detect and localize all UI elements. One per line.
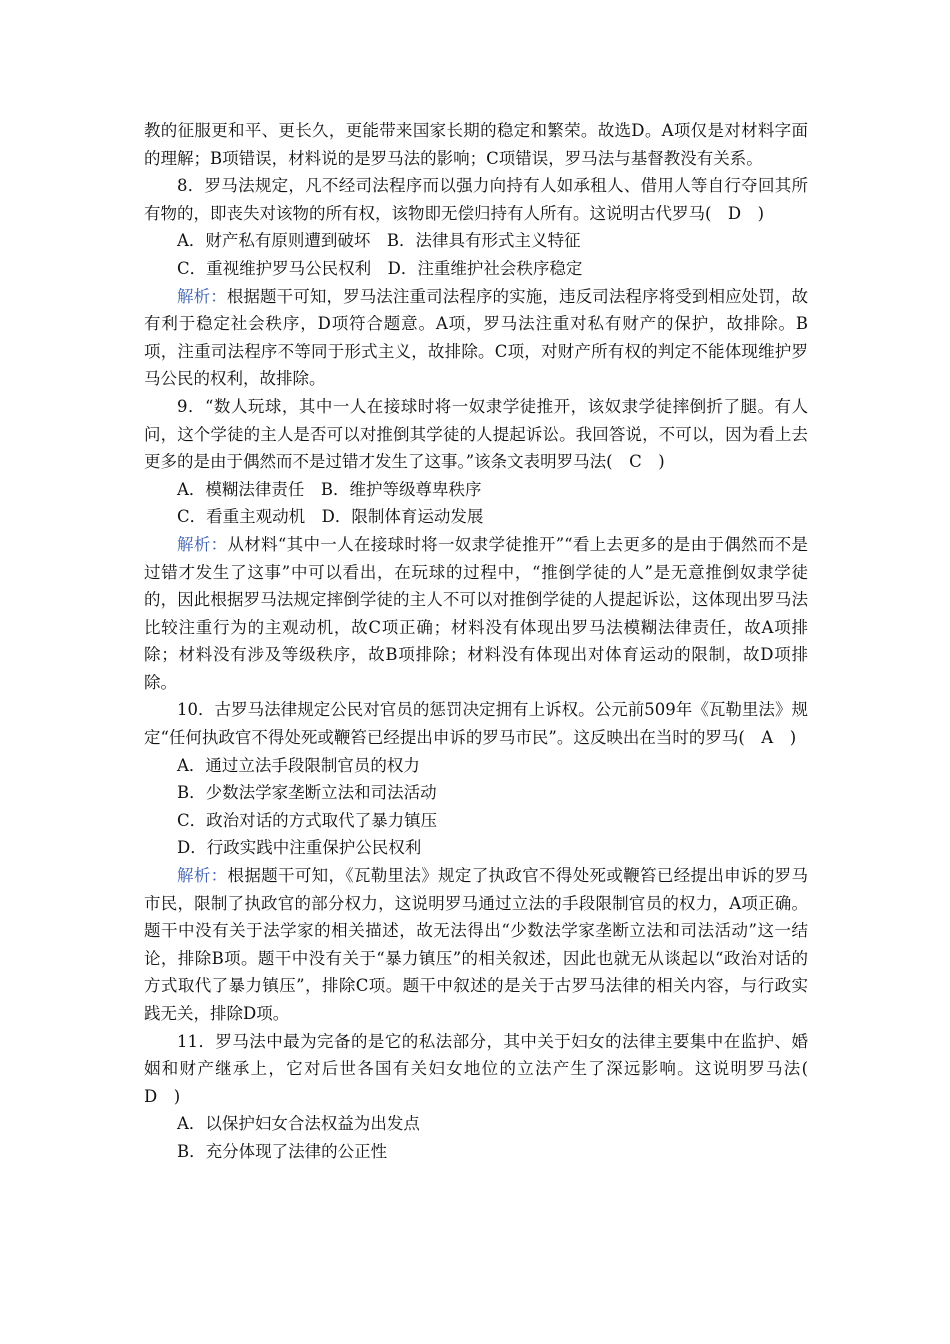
question-8-options-ab: A．财产私有原则遭到破坏 B．法律具有形式主义特征 <box>177 231 581 251</box>
explanation-label: 解析： <box>177 534 228 554</box>
question-10-option-d: D．行政实践中注重保护公民权利 <box>177 838 422 858</box>
question-11-option-b: B．充分体现了法律的公正性 <box>177 1141 388 1161</box>
question-10-option-b: B．少数法学家垄断立法和司法活动 <box>177 783 437 803</box>
question-10-option-a: A．通过立法手段限制官员的权力 <box>177 755 420 775</box>
question-9: 9．“数人玩球，其中一人在接球时将一奴隶学徒推开，该奴隶学徒摔倒折了腿。有人问，这个学徒的主人是否可以对推倒其学徒的人提起诉讼。我回答说，不可以，因为看上去更多的是由于偶然而不是过错才发生了这事。”该条文表明罗马法( C ) <box>144 396 808 472</box>
question-11-option-a: A．以保护妇女合法权益为出发点 <box>177 1114 420 1134</box>
explanation-label: 解析： <box>177 286 227 306</box>
explanation-label: 解析： <box>177 866 228 886</box>
question-9-options-ab: A．模糊法律责任 B．维护等级尊卑秩序 <box>177 479 482 499</box>
explanation-text: 从材料“其中一人在接球时将一奴隶学徒推开”“看上去更多的是由于偶然而不是过错才发生了这事”中可以看出，在玩球的过程中，“推倒学徒的人”是无意推倒奴隶学徒的，因此根据罗马法规定摔倒学徒的主人不可以对推倒学徒的人提起诉讼，这体现出罗马法比较注重行为的主观动机，故C项正确；材料没有体现出罗马法模糊法律责任，故A项排除；材料没有涉及等级秩序，故B项排除；材料没有体现出对体育运动的限制，故D项排除。 <box>144 534 808 692</box>
question-9-explanation <box>144 531 808 697</box>
question-11: 11．罗马法中最为完备的是它的私法部分，其中关于妇女的法律主要集中在监护、婚姻和财产继承上，它对后世各国有关妇女地位的立法产生了深远影响。这说明罗马法( D ) <box>144 1031 825 1106</box>
document-content <box>144 117 825 1166</box>
question-9-options-cd: C．看重主观动机 D．限制体育运动发展 <box>177 507 484 527</box>
question-10-option-c: C．政治对话的方式取代了暴力镇压 <box>177 810 438 830</box>
question-10: 10．古罗马法律规定公民对官员的惩罚决定拥有上诉权。公元前509年《瓦勒里法》规定“任何执政官不得处死或鞭笞已经提出申诉的罗马市民”。这反映出在当时的罗马( A ) <box>144 700 808 748</box>
question-10-explanation <box>144 862 808 1028</box>
question-8-options-cd: C．重视维护罗马公民权利 D．注重维护社会秩序稳定 <box>177 258 583 278</box>
explanation-text: 根据题干可知，《瓦勒里法》规定了执政官不得处死或鞭笞已经提出申诉的罗马市民，限制了执政官的部分权力，这说明罗马通过立法的手段限制官员的权力，A项正确。题干中没有关于法学家的相关描述，故无法得出“少数法学家垄断立法和司法活动”这一结论，排除B项。题干中没有关于“暴力镇压”的相关叙述，因此也就无从谈起以“政治对话的方式取代了暴力镇压”，排除C项。题干中叙述的是关于古罗马法律的相关内容，与行政实践无关，排除D项。 <box>144 866 809 1023</box>
explanation-text: 根据题干可知，罗马法注重司法程序的实施，违反司法程序将受到相应处罚，故有利于稳定社会秩序，D项符合题意。A项，罗马法注重对私有财产的保护，故排除。B项，注重司法程序不等同于形式主义，故排除。C项，对财产所有权的判定不能体现维护罗马公民的权利，故排除。 <box>144 286 809 389</box>
question-8: 8．罗马法规定，凡不经司法程序而以强力向持有人如承租人、借用人等自行夺回其所有物的，即丧失对该物的所有权，该物即无偿归持有人所有。这说明古代罗马( D ) <box>144 176 808 223</box>
question-8-explanation <box>144 283 808 393</box>
continued-explanation: 教的征服更和平、更长久，更能带来国家长期的稳定和繁荣。故选D。A项仅是对材料字面的理解；B项错误，材料说的是罗马法的影响；C项错误，罗马法与基督教没有关系。 <box>144 121 808 168</box>
